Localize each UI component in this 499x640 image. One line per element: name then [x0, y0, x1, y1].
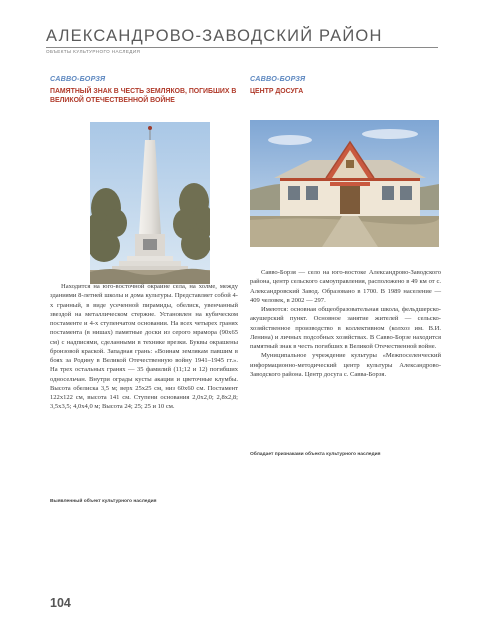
leisure-center-photo	[250, 120, 439, 247]
header-title: АЛЕКСАНДРОВО-ЗАВОДСКИЙ РАЙОН	[46, 27, 383, 45]
right-paragraph: Имеются: основная общеобразовательная школа, фельдшерско-акушерский пункт. Основное занятие жителей — сельско-хозяйственное производство в коллективном (колхоз им. В.И. Ленина) и личных подсобных хозяйствах. В Савво-Борзе находится памятный знак в честь погибших в Великой Отечественной войне.	[250, 306, 441, 350]
left-section-title: ПАМЯТНЫЙ ЗНАК В ЧЕСТЬ ЗЕМЛЯКОВ, ПОГИБШИХ В ВЕЛИКОЙ ОТЕЧЕСТВЕННОЙ ВОЙНЕ	[50, 88, 237, 105]
left-heritage-note: Выявленный объект культурного наследия	[50, 499, 157, 504]
left-section-label: САВВО-БОРЗЯ	[50, 74, 106, 83]
right-paragraph: Савво-Борзя — село на юго-востоке Александрово-Заводского района, центр сельского самоуправления, расположено в 49 км от с. Александровский Завод. Образовано в 1700. В 1989 население — 409 человек, в 2002 — 297.	[250, 269, 441, 304]
right-column-heading	[250, 74, 440, 96]
left-paragraph: Находится на юго-восточной окраине села, на холме, между зданиями 8-летней школы и дома культуры. Представляет собой 4-х гранный, в виде усеченной пирамиды, обелиск, увенчанный звездой на металлическом стержне. Установлен на кубическом постаменте и 4-х ступенчатом основании. На всех четырех гранях постамента (в нишах) памятные доски из серого мрамора (90х65 см) с надписями, сделанными в технике врезки. Буквы окрашены бронзовой краской. Западная грань: «Воинам землякам павшим в боях за Родину в Великой Отечественную войну 1941–1945 гг.». На трех остальных гранях — 35 фамилий (11;12 и 12) погибших односельчан. Внутри ограды кусты акации и цветочные клумбы. Высота обелиска 3,5 м; верх 25х25 см, низ 60х60 см. Постамент 122х122 см, высота 141 см. Ступени основания 2,0х2,0; 2,8х2,8; 3,5х3,5; 4,0х4,0 м; Высота 24; 25; 25 и 10 см.	[50, 283, 238, 411]
right-section-title: ЦЕНТР ДОСУГА	[250, 88, 304, 95]
header-subtitle: ОБЪЕКТЫ КУЛЬТУРНОГО НАСЛЕДИЯ	[46, 49, 141, 54]
right-section-label: САВВО-БОРЗЯ	[250, 74, 306, 83]
left-body-text	[50, 282, 238, 412]
header-rule	[46, 47, 438, 48]
right-body-text	[250, 268, 441, 379]
obelisk-photo	[90, 122, 210, 284]
page-number: 104	[50, 596, 71, 610]
left-column-heading	[50, 74, 240, 106]
right-paragraph: Муниципальное учреждение культуры «Межпоселенческий информационно-методический центр культуры Александрово-Заводского района. Центр досуга с. Савва-Борзя.	[250, 352, 441, 378]
right-heritage-note: Обладает признаками объекта культурного наследия	[250, 452, 381, 457]
